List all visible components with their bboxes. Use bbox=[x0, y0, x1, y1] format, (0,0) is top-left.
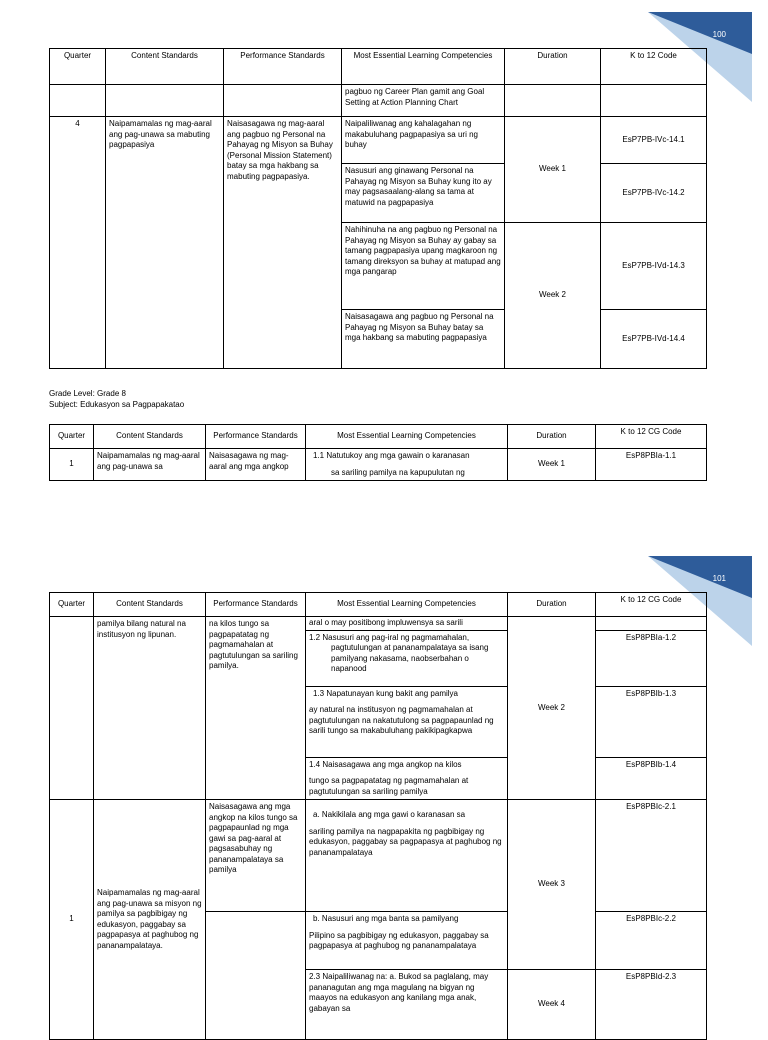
melc-cell: 1.3 Napatunayan kung bakit ang pamilya ay natural na institusyon ng pagmamahalan at pagtutulungan na nakatutulong sa pagpapaunlad ng sarili tungo sa makabuluhang pakikipagkapwa bbox=[306, 686, 508, 757]
competency-table-grade8 bbox=[49, 424, 707, 481]
header-duration: Duration bbox=[508, 425, 596, 449]
melc-cell: Naipaliliwanag ang kahalagahan ng makabuluhang pagpapasiya sa uri ng buhay bbox=[342, 117, 505, 164]
header-duration: Duration bbox=[505, 49, 601, 85]
melc-cell: aral o may positibong impluwensya sa sarili bbox=[306, 617, 508, 631]
content-standard-cell: Naipamamalas ng mag-aaral ang pag-unawa sa mabuting pagpapasiya bbox=[106, 117, 224, 369]
header-quarter: Quarter bbox=[50, 425, 94, 449]
grade-level-label: Grade Level: Grade 8 bbox=[49, 389, 126, 398]
content-standard-cell: Naipamamalas ng mag-aaral ang pag-unawa sa misyon ng pamilya sa pagbibigay ng edukasyon, paggabay sa pagpapasya at paghubog ng pananampalataya. bbox=[94, 800, 206, 1040]
performance-standard-cell: Naisasagawa ng mag-aaral ang pagbuo ng Personal na Pahayag ng Misyon sa Buhay (Personal Mission Statement) batay sa mga hakbang sa mabuting pagpapasiya. bbox=[224, 117, 342, 369]
performance-standard-cell: na kilos tungo sa pagpapatatag ng pagmamahalan at pagtutulungan sa sariling pamilya. bbox=[206, 617, 306, 800]
header-duration: Duration bbox=[508, 593, 596, 617]
header-code: K to 12 CG Code bbox=[596, 593, 707, 617]
quarter-cell: 1 bbox=[50, 449, 94, 481]
header-performance-standards: Performance Standards bbox=[206, 425, 306, 449]
quarter-cell: 1 bbox=[50, 800, 94, 1040]
duration-cell: Week 2 bbox=[508, 617, 596, 800]
header-content-standards: Content Standards bbox=[106, 49, 224, 85]
melc-cell: Nahihinuha na ang pagbuo ng Personal na Pahayag ng Misyon sa Buhay ay gabay sa tamang pagpapasiya upang magkaroon ng tamang direksyon sa buhay at matupad ang mga pangarap bbox=[342, 223, 505, 310]
content-standard-cell: pamilya bilang natural na institusyon ng lipunan. bbox=[94, 617, 206, 800]
header-melc: Most Essential Learning Competencies bbox=[306, 425, 508, 449]
melc-cell: 1.2 Nasusuri ang pag-iral ng pagmamahalan, pagtutulungan at pananampalataya sa isang pamilyang nakasama, naobserbahan o napanood bbox=[306, 630, 508, 686]
melc-cell: 2.3 Naipaliliwanag na: a. Bukod sa paglalang, may pananagutan ang mga magulang na bigyan ng maayos na edukasyon ang kanilang mga anak, gabayan sa bbox=[306, 970, 508, 1040]
header-performance-standards: Performance Standards bbox=[224, 49, 342, 85]
code-cell: EsP7PB-IVd-14.3 bbox=[601, 223, 707, 310]
content-standard-cell: Naipamamalas ng mag-aaral ang pag-unawa sa bbox=[94, 449, 206, 481]
performance-standard-cell: Naisasagawa ng mag-aaral ang mga angkop bbox=[206, 449, 306, 481]
code-cell: EsP7PB-IVc-14.1 bbox=[601, 117, 707, 164]
duration-cell: Week 4 bbox=[508, 970, 596, 1040]
competency-table-grade7 bbox=[49, 48, 707, 369]
header-melc: Most Essential Learning Competencies bbox=[306, 593, 508, 617]
header-code: K to 12 CG Code bbox=[596, 425, 707, 449]
melc-cell: a. Nakikilala ang mga gawi o karanasan sa sariling pamilya na nagpapakita ng pagbibigay ng edukasyon, paggabay sa pagpapasya at paghubog ng pananampalataya bbox=[306, 800, 508, 912]
header-quarter: Quarter bbox=[50, 49, 106, 85]
code-cell: EsP8PBIa-1.2 bbox=[596, 630, 707, 686]
code-cell: EsP7PB-IVd-14.4 bbox=[601, 310, 707, 369]
header-content-standards: Content Standards bbox=[94, 593, 206, 617]
code-cell: EsP7PB-IVc-14.2 bbox=[601, 164, 707, 223]
code-cell: EsP8PBId-2.3 bbox=[596, 970, 707, 1040]
header-quarter: Quarter bbox=[50, 593, 94, 617]
performance-standard-cell: Naisasagawa ang mga angkop na kilos tungo sa pagpapaunlad ng mga gawi sa pag-aaral at pagsasabuhay ng pananampalataya sa pamilya bbox=[206, 800, 306, 912]
code-cell: EsP8PBIb-1.4 bbox=[596, 757, 707, 800]
code-cell: EsP8PBIc-2.2 bbox=[596, 912, 707, 970]
page-number: 101 bbox=[712, 574, 726, 583]
melc-cell: 1.1 Natutukoy ang mga gawain o karanasan sa sariling pamilya na kapupulutan ng bbox=[306, 449, 508, 481]
melc-cell: Nasusuri ang ginawang Personal na Pahayag ng Misyon sa Buhay kung ito ay may pagsasaalang-alang sa tama at matuwid na pagpapasiya bbox=[342, 164, 505, 223]
melc-cell: 1.4 Naisasagawa ang mga angkop na kilos tungo sa pagpapatatag ng pagmamahalan at pagtutulungan sa sariling pamilya bbox=[306, 757, 508, 800]
duration-cell: Week 1 bbox=[508, 449, 596, 481]
code-cell: EsP8PBIb-1.3 bbox=[596, 686, 707, 757]
competency-table-grade8-continued bbox=[49, 592, 707, 1040]
header-code: K to 12 Code bbox=[601, 49, 707, 85]
duration-cell: Week 2 bbox=[505, 223, 601, 369]
melc-cell: b. Nasusuri ang mga banta sa pamilyang Pilipino sa pagbibigay ng edukasyon, paggabay sa pagpapasya at paghubog ng pananampalataya bbox=[306, 912, 508, 970]
melc-cell: pagbuo ng Career Plan gamit ang Goal Setting at Action Planning Chart bbox=[342, 85, 505, 117]
header-performance-standards: Performance Standards bbox=[206, 593, 306, 617]
code-cell: EsP8PBIc-2.1 bbox=[596, 800, 707, 912]
code-cell: EsP8PBIa-1.1 bbox=[596, 449, 707, 481]
quarter-cell: 4 bbox=[50, 117, 106, 369]
duration-cell: Week 1 bbox=[505, 117, 601, 223]
page-number: 100 bbox=[712, 30, 726, 39]
duration-cell: Week 3 bbox=[508, 800, 596, 970]
header-melc: Most Essential Learning Competencies bbox=[342, 49, 505, 85]
subject-label: Subject: Edukasyon sa Pagpapakatao bbox=[49, 400, 185, 409]
header-content-standards: Content Standards bbox=[94, 425, 206, 449]
melc-cell: Naisasagawa ang pagbuo ng Personal na Pahayag ng Misyon sa Buhay batay sa mga hakbang sa mabuting pagpapasiya bbox=[342, 310, 505, 369]
